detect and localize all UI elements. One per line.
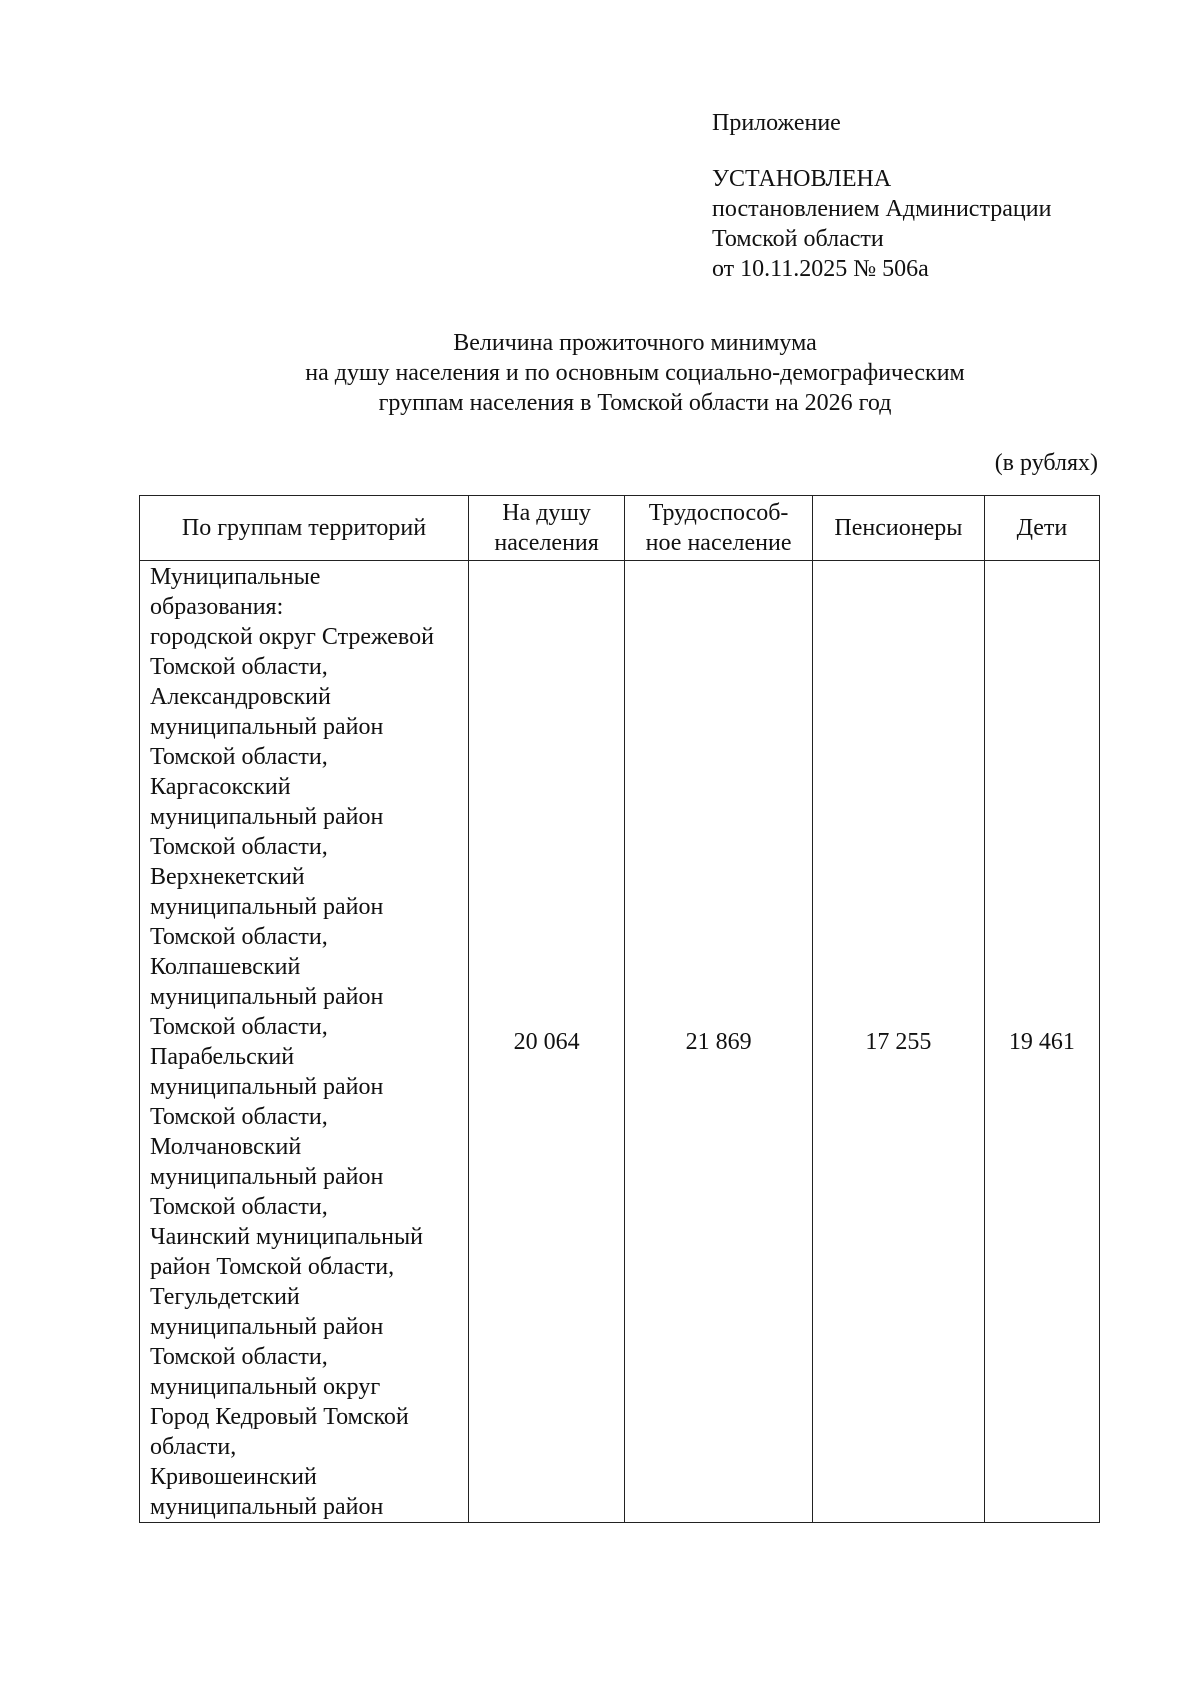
territory-line: муниципальный район [150, 984, 384, 1010]
title-line: на душу населения и по основным социально-демографическим [305, 360, 965, 386]
territory-line: муниципальный район [150, 1164, 384, 1190]
territory-line: Верхнекетский [150, 864, 305, 890]
territory-line: муниципальный район [150, 894, 384, 920]
territory-line: Томской области, [150, 1194, 328, 1220]
table-row [140, 561, 1100, 1523]
territory-line: муниципальный район [150, 1074, 384, 1100]
subsistence-minimum-table [139, 495, 1100, 1523]
territory-line: Молчановский [150, 1134, 302, 1160]
territory-line: Томской области, [150, 744, 328, 770]
table-header-row [140, 496, 1100, 561]
territory-line: Тегульдетский [150, 1284, 300, 1310]
territory-line: Каргасокский [150, 774, 291, 800]
territory-line: муниципальный район [150, 1314, 384, 1340]
territory-line: области, [150, 1434, 237, 1460]
header-working-age: Трудоспособ-ное население [625, 496, 813, 561]
approval-authority: постановлением Администрации [712, 196, 1052, 222]
header-children: Дети [984, 496, 1099, 561]
territory-line: Томской области, [150, 1014, 328, 1040]
title-line: группам населения в Томской области на 2026 год [378, 390, 892, 416]
territory-line: Муниципальные [150, 564, 321, 590]
header-pensioners: Пенсионеры [812, 496, 984, 561]
territory-line: муниципальный район [150, 714, 384, 740]
territory-line: Кривошеинский [150, 1464, 317, 1490]
header-territory-groups: По группам территорий [140, 496, 469, 561]
territory-line: Колпашевский [150, 954, 301, 980]
territory-line: муниципальный район [150, 804, 384, 830]
header-per-capita: На душу населения [468, 496, 624, 561]
title-line: Величина прожиточного минимума [453, 330, 817, 356]
value-per-capita: 20 064 [468, 561, 624, 1523]
territory-line: Томской области, [150, 834, 328, 860]
value-working-age: 21 869 [625, 561, 813, 1523]
approval-date-number: от 10.11.2025 № 506а [712, 256, 929, 282]
territory-line: образования: [150, 594, 284, 620]
approval-block [712, 108, 1051, 284]
territory-line: Томской области, [150, 1104, 328, 1130]
territory-cell [140, 561, 469, 1523]
value-children: 19 461 [984, 561, 1099, 1523]
territory-line: Чаинский муниципальный [150, 1224, 423, 1250]
territory-line: Томской области, [150, 654, 328, 680]
territory-line: Томской области, [150, 1344, 328, 1370]
territory-line: Город Кедровый Томской [150, 1404, 409, 1430]
territory-line: Парабельский [150, 1044, 295, 1070]
document-title [130, 328, 1140, 418]
appendix-label: Приложение [712, 110, 841, 136]
approval-region: Томской области [712, 226, 884, 252]
territory-line: Александровский [150, 684, 331, 710]
territory-line: муниципальный округ [150, 1374, 381, 1400]
territory-line: Томской области, [150, 924, 328, 950]
units-note: (в рублях) [994, 450, 1098, 476]
approval-status: УСТАНОВЛЕНА [712, 166, 892, 192]
territory-line: городской округ Стрежевой [150, 624, 434, 650]
territory-line: район Томской области, [150, 1254, 395, 1280]
territory-line: муниципальный район [150, 1494, 384, 1520]
value-pensioners: 17 255 [812, 561, 984, 1523]
